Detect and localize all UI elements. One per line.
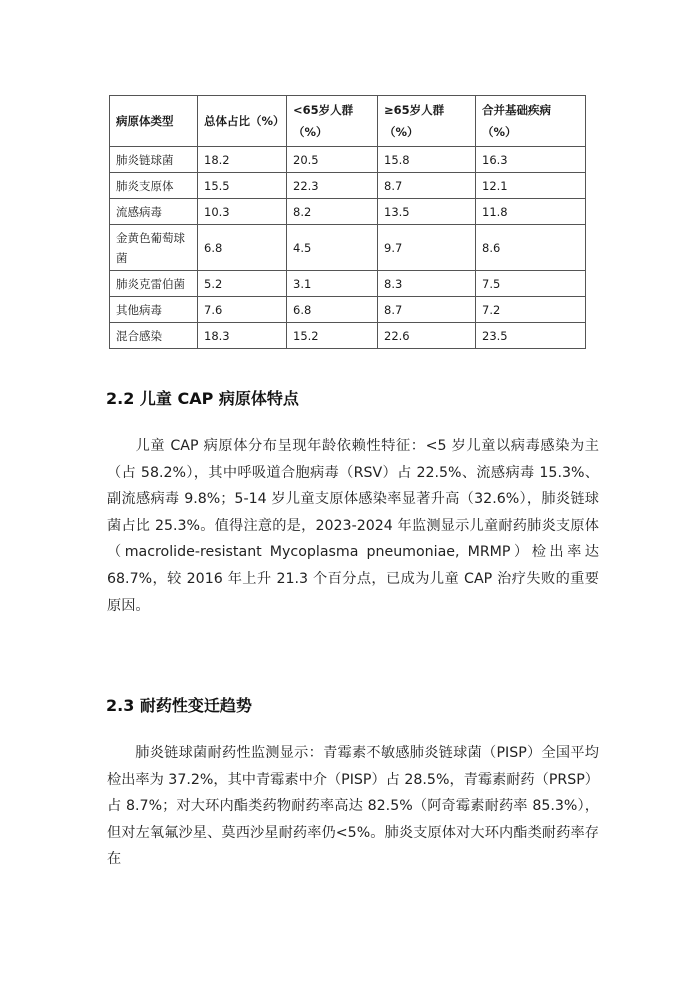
table-row bbox=[110, 173, 586, 199]
table-cell: 22.6 bbox=[378, 323, 476, 349]
table-cell: 肺炎支原体 bbox=[110, 173, 198, 199]
pathogen-table bbox=[109, 95, 586, 349]
table-cell: 18.3 bbox=[198, 323, 287, 349]
table-cell: 8.7 bbox=[378, 173, 476, 199]
table-cell: 肺炎克雷伯菌 bbox=[110, 271, 198, 297]
table-header-cell: 总体占比（%） bbox=[198, 96, 287, 147]
table-cell: 20.5 bbox=[287, 147, 378, 173]
table-cell: 6.8 bbox=[198, 225, 287, 271]
paragraph-2-3 bbox=[107, 740, 599, 873]
table-cell: 15.2 bbox=[287, 323, 378, 349]
table-header-row bbox=[110, 96, 586, 147]
table-cell: 18.2 bbox=[198, 147, 287, 173]
table-cell: 其他病毒 bbox=[110, 297, 198, 323]
table-cell: 9.7 bbox=[378, 225, 476, 271]
table-cell: 16.3 bbox=[476, 147, 586, 173]
paragraph-text: 儿童 CAP 病原体分布呈现年龄依赖性特征：<5 岁儿童以病毒感染为主（占 58.2%），其中呼吸道合胞病毒（RSV）占 22.5%、流感病毒 15.3%、副流感病毒 9.8%；5-14 岁儿童支原体感染率显著升高（32.6%），肺炎链球菌占比 25.3%。值得注意的是，2023-2024 年监测显示儿童耐药肺炎支原体（macrolide-resistant Mycoplasma pneumoniae, MRMP）检出率达 68.7%，较 2016 年上升 21.3 个百分点，已成为儿童 CAP 治疗失败的重要原因。 bbox=[107, 438, 599, 614]
section-heading-2-3: 2.3 耐药性变迁趋势 bbox=[106, 696, 252, 715]
table-cell: 13.5 bbox=[378, 199, 476, 225]
table-header-cell: 病原体类型 bbox=[110, 96, 198, 147]
table-cell: 金黄色葡萄球菌 bbox=[110, 225, 198, 271]
table-row bbox=[110, 225, 586, 271]
table-cell: 3.1 bbox=[287, 271, 378, 297]
table-cell: 8.7 bbox=[378, 297, 476, 323]
table-cell: 23.5 bbox=[476, 323, 586, 349]
table-header-cell: ≥65岁人群（%） bbox=[378, 96, 476, 147]
table-cell: 15.8 bbox=[378, 147, 476, 173]
table-cell: 流感病毒 bbox=[110, 199, 198, 225]
table-cell: 7.6 bbox=[198, 297, 287, 323]
table-cell: 8.2 bbox=[287, 199, 378, 225]
table-cell: 11.8 bbox=[476, 199, 586, 225]
table-row bbox=[110, 199, 586, 225]
table-row bbox=[110, 323, 586, 349]
table-cell: 5.2 bbox=[198, 271, 287, 297]
paragraph-2-2 bbox=[107, 433, 599, 619]
table-cell: 10.3 bbox=[198, 199, 287, 225]
table-cell: 8.3 bbox=[378, 271, 476, 297]
paragraph-text: 肺炎链球菌耐药性监测显示：青霉素不敏感肺炎链球菌（PISP）全国平均检出率为 37.2%，其中青霉素中介（PISP）占 28.5%，青霉素耐药（PRSP）占 8.7%；对大环内酯类药物耐药率高达 82.5%（阿奇霉素耐药率 85.3%），但对左氧氟沙星、莫西沙星耐药率仍<5%。肺炎支原体对大环内酯类耐药率存在 bbox=[107, 745, 599, 868]
table-cell: 混合感染 bbox=[110, 323, 198, 349]
table-cell: 7.5 bbox=[476, 271, 586, 297]
table-row bbox=[110, 297, 586, 323]
table-cell: 22.3 bbox=[287, 173, 378, 199]
table-row bbox=[110, 271, 586, 297]
table-header-cell: <65岁人群（%） bbox=[287, 96, 378, 147]
table-cell: 6.8 bbox=[287, 297, 378, 323]
table-cell: 15.5 bbox=[198, 173, 287, 199]
table-cell: 7.2 bbox=[476, 297, 586, 323]
table-cell: 4.5 bbox=[287, 225, 378, 271]
section-heading-2-2: 2.2 儿童 CAP 病原体特点 bbox=[106, 389, 299, 408]
table-cell: 12.1 bbox=[476, 173, 586, 199]
table-header-cell: 合并基础疾病（%） bbox=[476, 96, 586, 147]
table-cell: 肺炎链球菌 bbox=[110, 147, 198, 173]
table-row bbox=[110, 147, 586, 173]
table-cell: 8.6 bbox=[476, 225, 586, 271]
